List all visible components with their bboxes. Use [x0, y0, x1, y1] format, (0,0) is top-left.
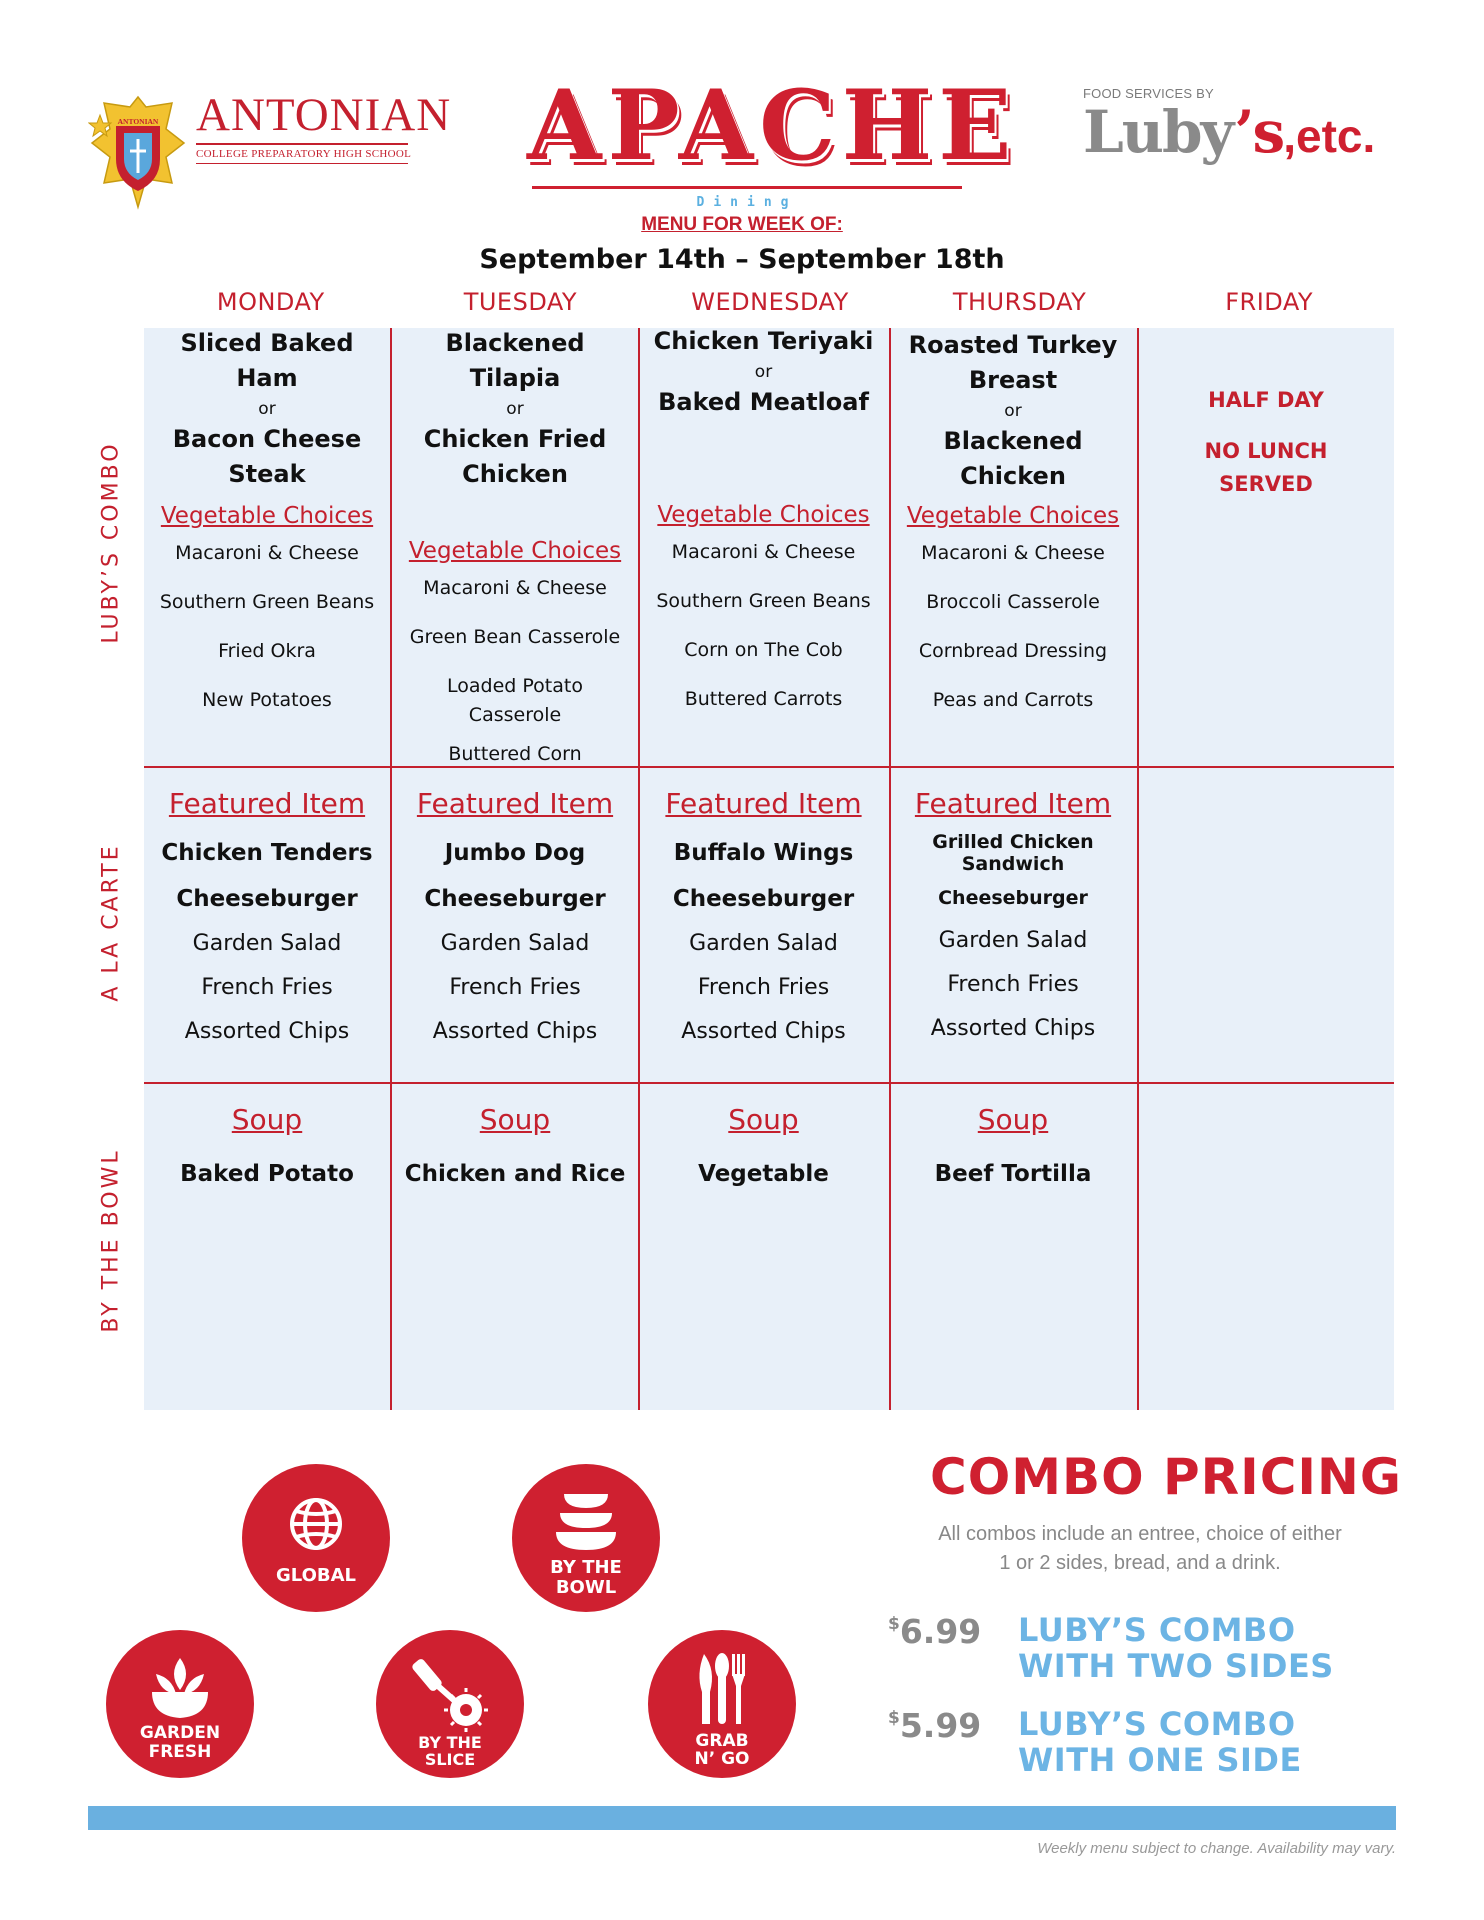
featured-item: Cheeseburger: [672, 886, 855, 912]
vegetable-item: Buttered Carrots: [684, 688, 843, 710]
featured-item: Garden Salad: [192, 931, 342, 956]
school-subtitle: COLLEGE PREPARATORY HIGH SCHOOL: [196, 148, 412, 160]
row-divider: [144, 1082, 1394, 1084]
dining-subtitle: Dining: [696, 195, 798, 210]
entree: Chicken Fried: [423, 425, 607, 453]
featured-item: Buffalo Wings: [673, 840, 854, 866]
row-divider: [144, 766, 1394, 768]
or-label: or: [258, 399, 276, 419]
combo-one-side-label: LUBY’S COMBO WITH ONE SIDE: [1018, 1705, 1302, 1779]
vegetable-item: Peas and Carrots: [932, 689, 1094, 711]
badge-by-the-slice: BY THE SLICE: [376, 1630, 524, 1778]
soup-title: Soup: [728, 1103, 799, 1136]
day-header-wednesday: WEDNESDAY: [691, 288, 849, 316]
badge-global: GLOBAL: [242, 1464, 390, 1612]
entree: Sliced Baked: [180, 329, 354, 357]
soup-item: Vegetable: [698, 1161, 829, 1187]
day-header-thursday: THURSDAY: [952, 288, 1087, 316]
combo-wednesday: [642, 324, 885, 711]
entree: Chicken: [462, 460, 568, 488]
entree: Steak: [228, 460, 306, 488]
combo-two-sides-label: LUBY’S COMBO WITH TWO SIDES: [1018, 1611, 1334, 1685]
column-divider: [889, 328, 891, 1410]
apache-dining-logo: [527, 69, 1018, 210]
featured-item: Garden Salad: [689, 931, 838, 956]
combo-friday: [1141, 384, 1391, 501]
day-header-monday: MONDAY: [216, 288, 325, 316]
featured-item: French Fries: [449, 975, 581, 1000]
globe-icon: [242, 1464, 390, 1612]
alacarte-wednesday: [642, 784, 885, 1054]
combo-thursday: [893, 328, 1133, 712]
featured-item: Garden Salad: [440, 931, 590, 956]
soup-item: Chicken and Rice: [404, 1161, 626, 1187]
price-two-sides: $6.99: [888, 1612, 982, 1651]
soup-title: Soup: [977, 1103, 1049, 1136]
no-lunch-note: SERVED: [1219, 472, 1313, 496]
soup-item: Baked Potato: [180, 1161, 354, 1187]
or-label: or: [506, 399, 524, 419]
entree: Blackened: [943, 427, 1083, 455]
vegetable-item: Corn on The Cob: [684, 639, 843, 661]
featured-item: Garden Salad: [938, 928, 1088, 953]
day-header-friday: FRIDAY: [1225, 288, 1314, 316]
featured-item: Grilled Chicken: [932, 831, 1094, 853]
menu-week-label: MENU FOR WEEK OF:: [641, 214, 843, 235]
entree: Breast: [968, 366, 1058, 394]
disclaimer: Weekly menu subject to change. Availability may vary.: [1037, 1840, 1396, 1857]
entree: Bacon Cheese: [172, 425, 362, 453]
vegetable-item: Casserole: [468, 704, 562, 726]
row-label-by-the-bowl: BY THE BOWL: [98, 1148, 124, 1333]
vegetable-item: Southern Green Beans: [159, 591, 375, 613]
vegetable-item: Macaroni & Cheese: [423, 577, 607, 599]
entree: Chicken: [960, 462, 1066, 490]
vegetable-item: Macaroni & Cheese: [175, 542, 359, 564]
alacarte-thursday: [893, 784, 1133, 1051]
vegetable-item: Southern Green Beans: [656, 590, 871, 612]
entree: Ham: [236, 364, 298, 392]
column-divider: [390, 328, 392, 1410]
vegetable-item: Macaroni & Cheese: [921, 542, 1105, 564]
price-one-side: $5.99: [888, 1706, 982, 1745]
soup-title: Soup: [479, 1103, 551, 1136]
featured-item: Assorted Chips: [184, 1019, 350, 1044]
entree: Baked Meatloaf: [658, 388, 869, 416]
entree: Roasted Turkey: [908, 331, 1118, 359]
entree: Chicken Teriyaki: [653, 327, 874, 355]
half-day-note: HALF DAY: [1208, 388, 1324, 412]
soup-thursday: [893, 1100, 1133, 1194]
featured-item-title: Featured Item: [665, 787, 862, 820]
badge-by-the-bowl: BY THE BOWL: [512, 1464, 660, 1612]
vegetable-item: Cornbread Dressing: [918, 640, 1108, 662]
vegetable-choices-title: Vegetable Choices: [160, 503, 374, 529]
combo-monday: [150, 326, 384, 712]
vegetable-item: New Potatoes: [202, 689, 332, 711]
vegetable-item: Buttered Corn: [448, 743, 582, 765]
vegetable-choices-title: Vegetable Choices: [906, 503, 1120, 529]
brand-name: Luby’s,etc.: [1083, 98, 1376, 166]
featured-item: Jumbo Dog: [444, 840, 586, 866]
vegetable-item: Fried Okra: [218, 640, 316, 662]
featured-item: Cheeseburger: [424, 886, 606, 912]
soup-tuesday: [396, 1100, 634, 1194]
lubys-logo: [1083, 86, 1376, 166]
featured-item: Cheeseburger: [176, 886, 358, 912]
featured-item: French Fries: [201, 975, 333, 1000]
row-label-lubys-combo: LUBY’S COMBO: [98, 441, 124, 644]
dining-title: APACHE: [527, 69, 1018, 182]
featured-item: Assorted Chips: [432, 1019, 598, 1044]
featured-item: Sandwich: [961, 853, 1065, 875]
day-header-tuesday: TUESDAY: [463, 288, 578, 316]
vegetable-choices-title: Vegetable Choices: [408, 538, 622, 564]
vegetable-item: Macaroni & Cheese: [671, 541, 856, 563]
food-services-label: FOOD SERVICES BY: [1083, 86, 1214, 101]
combo-tuesday: [396, 326, 634, 766]
combo-pricing-description: All combos include an entree, choice of either 1 or 2 sides, bread, and a drink.: [938, 1523, 1342, 1574]
column-divider: [1137, 328, 1139, 1410]
day-headers: [146, 288, 1394, 322]
featured-item: Assorted Chips: [681, 1019, 846, 1044]
or-label: or: [754, 362, 773, 382]
row-label-a-la-carte: A LA CARTE: [98, 843, 124, 1002]
featured-item: French Fries: [947, 972, 1079, 997]
footer-bar: [88, 1806, 1396, 1830]
featured-item-title: Featured Item: [416, 787, 614, 820]
svg-text:ANTONIAN: ANTONIAN: [117, 117, 159, 126]
soup-title: Soup: [231, 1103, 303, 1136]
soup-monday: [150, 1100, 384, 1194]
school-name: ANTONIAN: [196, 89, 452, 141]
no-lunch-note: NO LUNCH: [1204, 439, 1328, 463]
badge-grab-n-go: GRAB N’ GO: [648, 1630, 796, 1778]
entree: Blackened Tilapia: [445, 329, 585, 392]
vegetable-item: Green Bean Casserole: [409, 626, 621, 648]
school-logo: [196, 89, 452, 164]
featured-item: French Fries: [697, 975, 830, 1000]
vegetable-item: Broccoli Casserole: [926, 591, 1100, 613]
featured-item-title: Featured Item: [914, 787, 1112, 820]
featured-item-title: Featured Item: [168, 787, 366, 820]
alacarte-tuesday: [396, 784, 634, 1054]
combo-pricing-title: COMBO PRICING: [930, 1448, 1402, 1506]
featured-item: Chicken Tenders: [161, 840, 373, 866]
featured-item: Assorted Chips: [930, 1016, 1096, 1041]
crest-icon: [88, 93, 188, 211]
week-range: September 14th – September 18th: [479, 244, 1005, 275]
column-divider: [638, 328, 640, 1410]
alacarte-monday: [150, 784, 384, 1054]
vegetable-item: Loaded Potato: [447, 675, 583, 697]
featured-item: Cheeseburger: [938, 887, 1088, 909]
badge-garden-fresh: GARDEN FRESH: [106, 1630, 254, 1778]
vegetable-choices-title: Vegetable Choices: [657, 502, 870, 528]
or-label: or: [1004, 401, 1022, 421]
soup-item: Beef Tortilla: [934, 1161, 1092, 1187]
soup-wednesday: [642, 1100, 885, 1194]
